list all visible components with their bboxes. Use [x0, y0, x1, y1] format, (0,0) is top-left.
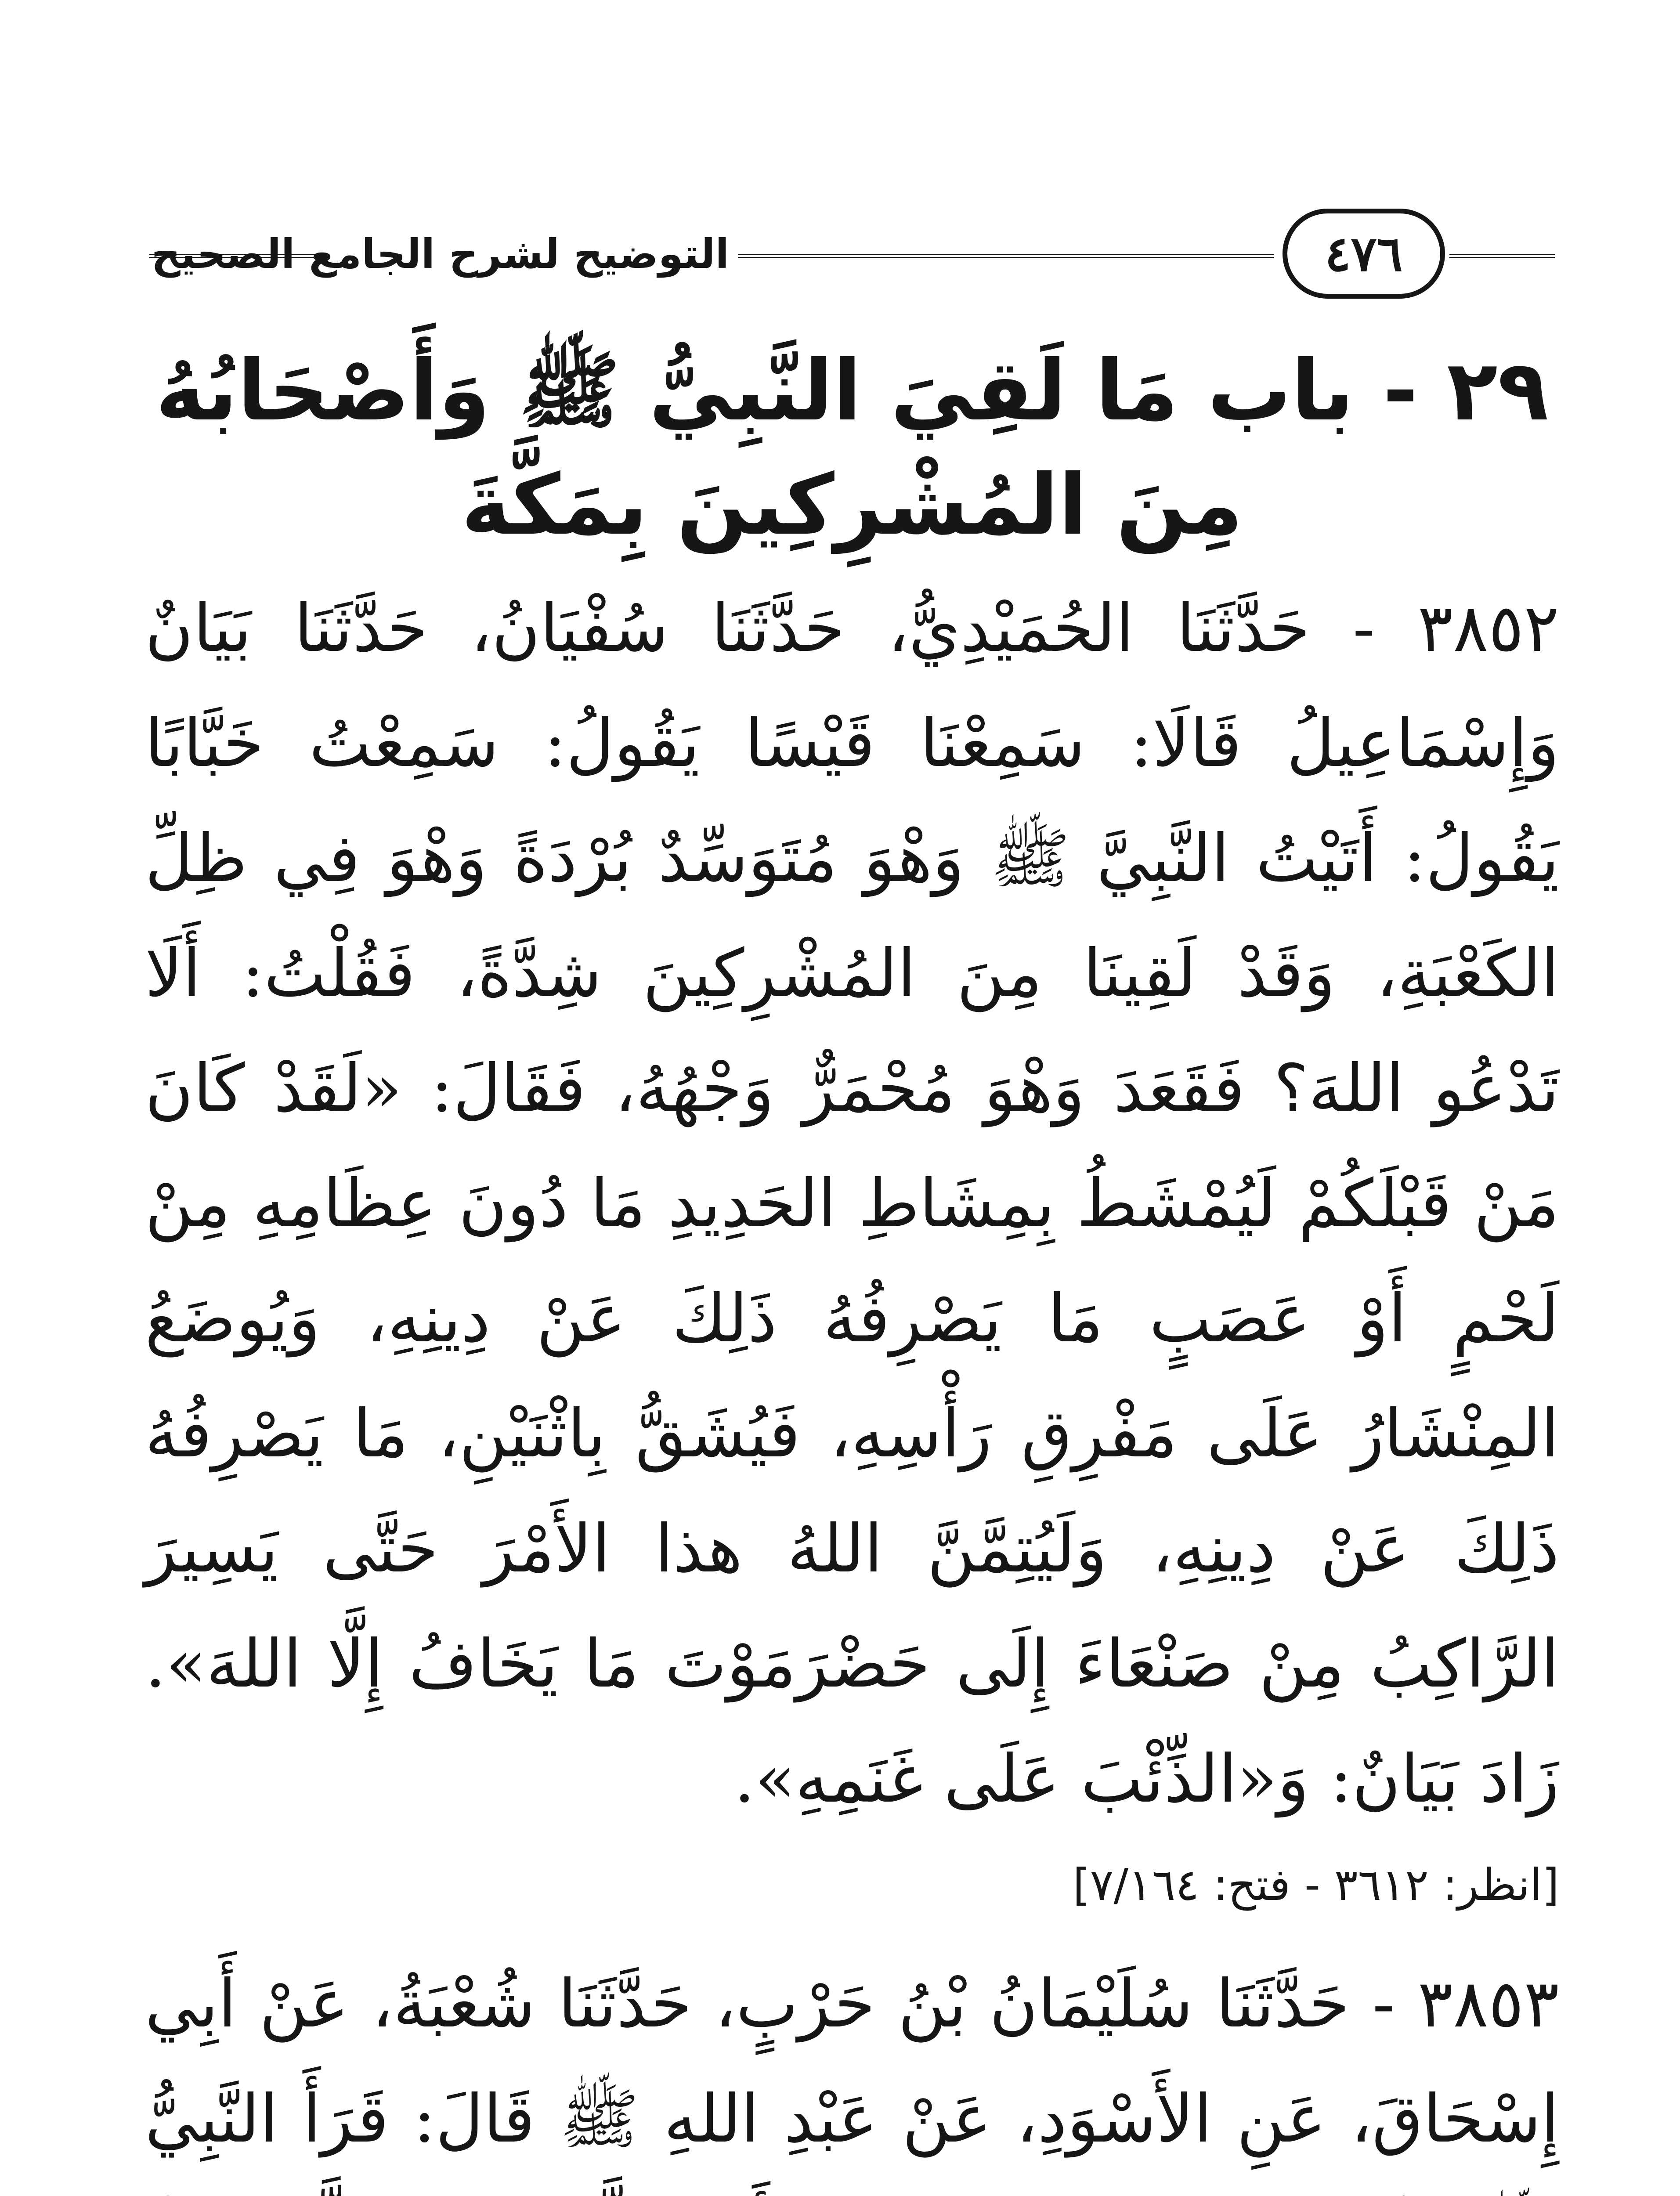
page-number: ٤٧٦ [1325, 225, 1403, 282]
hadith-3852-text: ٣٨٥٢ - حَدَّثَنَا الحُمَيْدِيُّ، حَدَّثَنَا سُفْيَانُ، حَدَّثَنَا بَيَانٌ وَإِسْمَاعِيلُ قَالَا: سَمِعْنَا قَيْسًا يَقُولُ: سَمِعْتُ خَبَّابًا يَقُولُ: أَتَيْتُ النَّبِيَّ ﷺ وَهْوَ مُتَوَسِّدٌ بُرْدَةً وَهْوَ فِي ظِلِّ الكَعْبَةِ، وَقَدْ لَقِينَا مِنَ المُشْرِكِينَ شِدَّةً، فَقُلْتُ: أَلَا تَدْعُو اللهَ؟ فَقَعَدَ وَهْوَ مُحْمَرٌّ وَجْهُهُ، فَقَالَ: «لَقَدْ كَانَ مَنْ قَبْلَكُمْ لَيُمْشَطُ بِمِشَاطِ الحَدِيدِ مَا دُونَ عِظَامِهِ مِنْ لَحْمٍ أَوْ عَصَبٍ مَا يَصْرِفُهُ ذَلِكَ عَنْ دِينِهِ، وَيُوضَعُ المِنْشَارُ عَلَى مَفْرِقِ رَأْسِهِ، فَيُشَقُّ بِاثْنَيْنِ، مَا يَصْرِفُهُ ذَلِكَ عَنْ دِينِهِ، وَلَيُتِمَّنَّ اللهُ هذا الأَمْرَ حَتَّى يَسِيرَ الرَّاكِبُ مِنْ صَنْعَاءَ إِلَى حَضْرَمَوْتَ مَا يَخَافُ إِلَّا اللهَ». زَادَ بَيَانٌ: وَ«الذِّئْبَ عَلَى غَنَمِهِ». [145, 590, 1559, 1817]
chapter-heading [149, 334, 1555, 562]
chapter-heading-line-1: ٢٩ - باب مَا لَقِيَ النَّبِيُّ ﷺ وَأَصْحَابُهُ [155, 342, 1549, 439]
hadith-3853-text: ٣٨٥٣ - حَدَّثَنَا سُلَيْمَانُ بْنُ حَرْبٍ، حَدَّثَنَا شُعْبَةُ، عَنْ أَبِي إِسْحَاقَ، عَنِ الأَسْوَدِ، عَنْ عَبْدِ اللهِ ﷺ قَالَ: قَرَأَ النَّبِيُّ [145, 1966, 1559, 2157]
chapter-heading-line-2: مِنَ المُشْرِكِينَ بِمَكَّةَ [461, 456, 1243, 553]
page-number-badge [1283, 209, 1445, 299]
running-header [149, 206, 1555, 307]
hadith-3852-reference: [انظر: ٣٦١٢ - فتح: ٧/١٦٤] [1073, 1859, 1559, 1911]
header-rule-right [1449, 254, 1555, 258]
page-body [145, 571, 1559, 2196]
header-rule-middle [738, 254, 1274, 258]
book-title: التوضيح لشرح الجامع الصحيح [151, 231, 729, 278]
